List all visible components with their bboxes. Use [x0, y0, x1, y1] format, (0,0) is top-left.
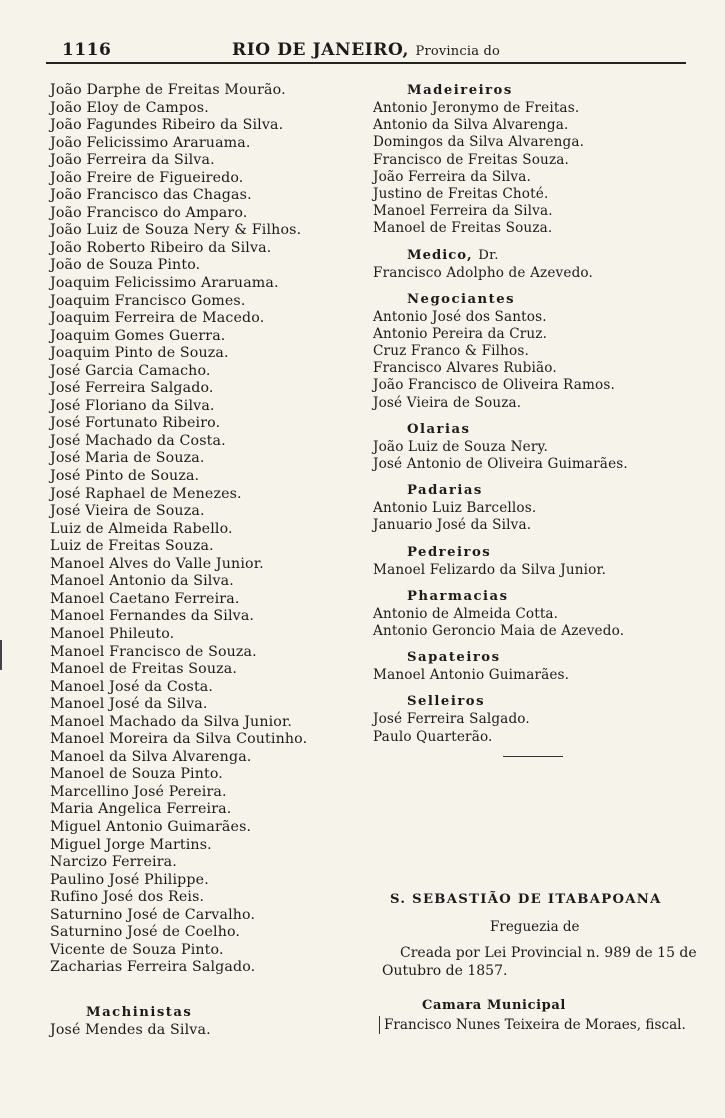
region-description: Creada por Lei Provincial n. 989 de 15 de Outubro de 1857. — [382, 945, 697, 979]
list-item: Manoel Antonio Guimarães. — [373, 667, 570, 684]
list-item: Saturnino José de Carvalho. — [50, 906, 256, 923]
section-heading — [373, 421, 703, 439]
machinistas-list — [50, 1022, 370, 1040]
section-list — [373, 309, 703, 412]
section-heading — [373, 482, 703, 500]
section-heading-text: Sapateiros — [407, 650, 501, 666]
section-heading-text: Padarias — [407, 483, 483, 499]
list-item: Miguel Jorge Martins. — [50, 836, 212, 853]
list-item: Francisco Alvares Rubião. — [373, 360, 557, 377]
list-item: Manoel Phileuto. — [50, 625, 175, 642]
camara-entry: Francisco Nunes Teixeira de Moraes, fiscal. — [379, 1016, 702, 1034]
list-item: João Luiz de Souza Nery. — [373, 438, 548, 455]
list-item: Manoel Antonio da Silva. — [50, 573, 234, 590]
section-list — [373, 500, 703, 534]
list-item: João Eloy de Campos. — [50, 99, 209, 116]
region-block — [382, 890, 702, 1034]
section-list — [373, 100, 703, 238]
list-item: Marcellino José Pereira. — [50, 783, 227, 800]
list-item: João Roberto Ribeiro da Silva. — [50, 239, 272, 256]
list-item: Manoel José da Silva. — [50, 696, 208, 713]
section-divider — [503, 756, 563, 757]
list-item: Manoel Felizardo da Silva Junior. — [373, 561, 607, 578]
section-heading-suffix: Dr. — [478, 247, 499, 263]
running-title-sub: Provincia do — [415, 44, 501, 59]
list-item: João Fagundes Ribeiro da Silva. — [50, 117, 284, 134]
list-item: José Ferreira Salgado. — [373, 711, 530, 728]
list-item: João Felicissimo Araruama. — [50, 134, 251, 151]
section-heading-text: Medico, — [407, 247, 473, 263]
section-heading — [373, 247, 703, 265]
left-name-list — [50, 82, 370, 977]
page-header — [46, 34, 686, 64]
section-list — [373, 606, 703, 640]
section-heading — [373, 291, 703, 309]
list-item: Justino de Freitas Choté. — [373, 185, 549, 202]
list-item: Manoel da Silva Alvarenga. — [50, 748, 252, 765]
section-heading — [373, 544, 703, 562]
left-column — [50, 82, 370, 1039]
list-item: João Francisco das Chagas. — [50, 187, 252, 204]
list-item: Manoel Caetano Ferreira. — [50, 590, 240, 607]
list-item: José Mendes da Silva. — [50, 1021, 211, 1038]
list-item: Manoel Ferreira da Silva. — [373, 203, 553, 220]
list-item: João Ferreira da Silva. — [373, 168, 531, 185]
section-list — [373, 711, 703, 745]
list-item: Joaquim Ferreira de Macedo. — [50, 310, 265, 327]
list-item: Francisco de Freitas Souza. — [373, 151, 569, 168]
list-item: Manoel Alves do Valle Junior. — [50, 555, 264, 572]
section-heading — [373, 82, 703, 100]
list-item: José Fortunato Ribeiro. — [50, 415, 221, 432]
list-item: Francisco Adolpho de Azevedo. — [373, 264, 593, 281]
list-item: Antonio da Silva Alvarenga. — [373, 117, 569, 134]
running-title — [232, 40, 500, 60]
section-heading-text: Pharmacias — [407, 588, 509, 604]
section-heading-machinistas: Machinistas — [86, 1004, 193, 1020]
list-item: Antonio Pereira da Cruz. — [373, 325, 548, 342]
list-item: Manoel Machado da Silva Junior. — [50, 713, 293, 730]
list-item: Paulo Quarterão. — [373, 728, 493, 745]
region-title: S. SEBASTIÃO DE ITABAPOANA — [390, 892, 662, 907]
list-item: José Ferreira Salgado. — [50, 380, 214, 397]
section-heading — [373, 693, 703, 711]
list-item: Antonio José dos Santos. — [373, 308, 547, 325]
list-item: Maria Angelica Ferreira. — [50, 801, 232, 818]
camara-heading: Camara Municipal — [422, 998, 566, 1013]
list-item: Manoel de Freitas Souza. — [50, 661, 238, 678]
list-item: João Luiz de Souza Nery & Filhos. — [50, 222, 302, 239]
list-item: Antonio Geroncio Maia de Azevedo. — [373, 622, 625, 639]
section-heading-text: Madeireiros — [407, 83, 513, 98]
list-item: Rufino José dos Reis. — [50, 889, 205, 906]
region-subtitle: Freguezia de — [490, 919, 580, 935]
list-item: José Pinto de Souza. — [50, 468, 200, 485]
list-item: Manoel Moreira da Silva Coutinho. — [50, 731, 308, 748]
section-list — [373, 265, 703, 282]
section-heading-text: Negociantes — [407, 291, 516, 307]
list-item: Domingos da Silva Alvarenga. — [373, 134, 585, 151]
list-item: José Vieira de Souza. — [373, 394, 522, 411]
section-heading-text: Selleiros — [407, 694, 486, 710]
list-item: Antonio de Almeida Cotta. — [373, 605, 559, 622]
running-title-main: RIO DE JANEIRO, — [232, 40, 409, 60]
list-item: Vicente de Souza Pinto. — [50, 941, 224, 958]
list-item: Miguel Antonio Guimarães. — [50, 818, 252, 835]
list-item: Januario José da Silva. — [373, 517, 532, 534]
section-heading-text: Olarias — [407, 421, 471, 437]
section-heading — [373, 649, 703, 667]
section-heading-text: Pedreiros — [407, 544, 492, 560]
list-item: Saturnino José de Coelho. — [50, 924, 241, 941]
list-item: Antonio Jeronymo de Freitas. — [373, 100, 580, 116]
list-item: João Ferreira da Silva. — [50, 152, 215, 169]
list-item: Joaquim Gomes Guerra. — [50, 327, 226, 344]
list-item: Luiz de Freitas Souza. — [50, 538, 214, 555]
list-item: José Maria de Souza. — [50, 450, 205, 467]
list-item: Paulino José Philippe. — [50, 871, 209, 888]
list-item: José Raphael de Menezes. — [50, 485, 242, 502]
list-item: Zacharias Ferreira Salgado. — [50, 959, 256, 976]
section-heading — [373, 588, 703, 606]
list-item: José Vieira de Souza. — [50, 503, 205, 520]
list-item: João Darphe de Freitas Mourão. — [50, 82, 286, 98]
list-item: Joaquim Felicissimo Araruama. — [50, 275, 279, 292]
list-item: José Antonio de Oliveira Guimarães. — [373, 456, 628, 472]
list-item: João Francisco de Oliveira Ramos. — [373, 377, 615, 394]
list-item: Manoel José da Costa. — [50, 678, 214, 695]
list-item: José Machado da Costa. — [50, 432, 226, 449]
list-item: Manoel de Souza Pinto. — [50, 766, 223, 783]
list-item: Luiz de Almeida Rabello. — [50, 520, 233, 537]
list-item: Joaquim Francisco Gomes. — [50, 292, 246, 309]
margin-mark — [0, 640, 2, 670]
list-item: João Freire de Figueiredo. — [50, 169, 244, 186]
section-list — [373, 667, 703, 684]
list-item: Manoel de Freitas Souza. — [373, 220, 553, 237]
list-item: Manoel Fernandes da Silva. — [50, 608, 255, 625]
section-list — [373, 439, 703, 473]
right-column — [373, 82, 703, 757]
list-item: José Floriano da Silva. — [50, 397, 215, 414]
list-item: Narcizo Ferreira. — [50, 854, 177, 871]
list-item: José Garcia Camacho. — [50, 362, 211, 379]
section-list — [373, 562, 703, 579]
list-item: Joaquim Pinto de Souza. — [50, 345, 229, 362]
list-item: João Francisco do Amparo. — [50, 204, 248, 221]
list-item: Cruz Franco & Filhos. — [373, 343, 529, 360]
page-number: 1116 — [62, 40, 112, 60]
list-item: João de Souza Pinto. — [50, 257, 201, 274]
list-item: Manoel Francisco de Souza. — [50, 643, 257, 660]
list-item: Antonio Luiz Barcellos. — [373, 500, 537, 517]
